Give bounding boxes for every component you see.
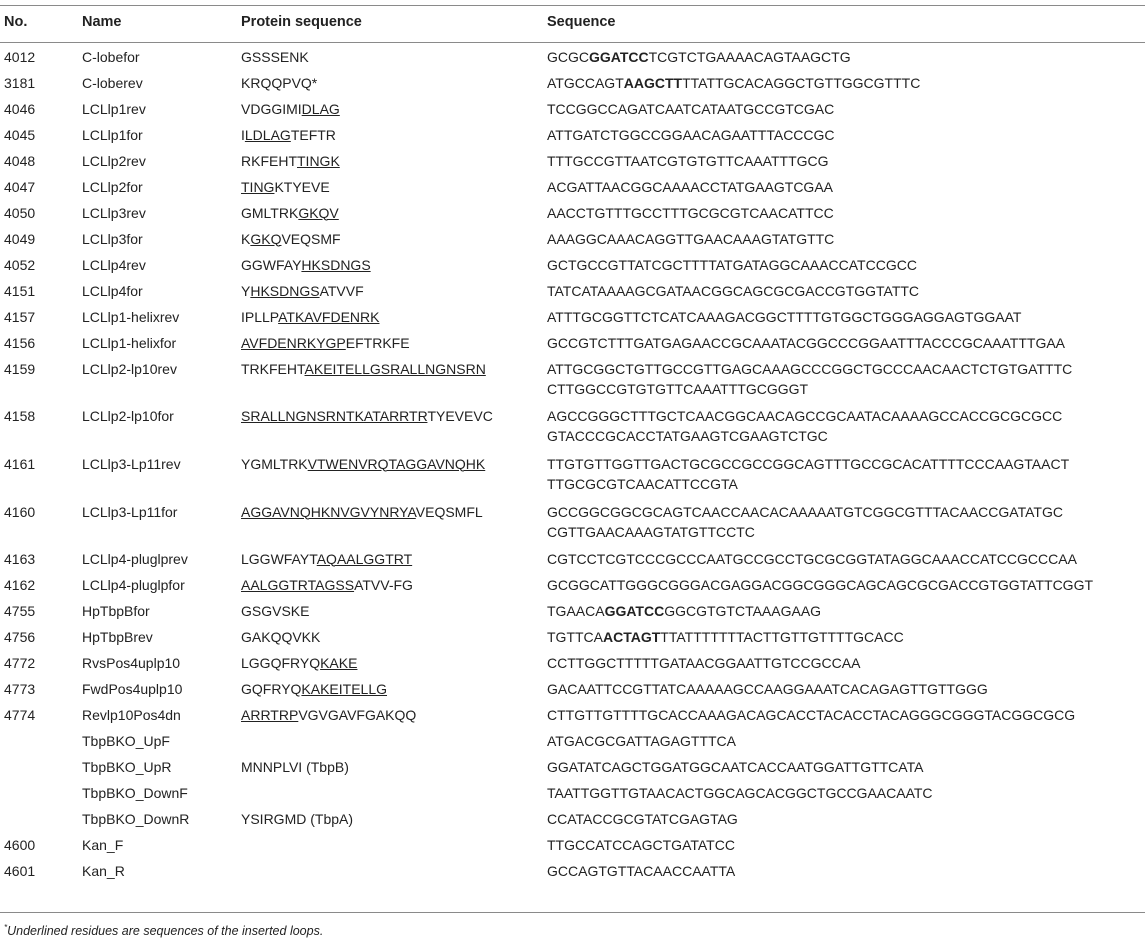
underlined-loop-residues: AVFDENRKYGP — [241, 334, 346, 351]
sequence-line — [547, 655, 860, 672]
protein-residues: GAKQQVKK — [241, 628, 321, 645]
underlined-loop-residues: AQAALGGTRT — [316, 550, 413, 567]
protein-residues: LGGWFAYT — [241, 550, 317, 567]
cell-no: 4773 — [4, 680, 36, 697]
nucleotides: AAAGGCAAACAGGTTGAACAAAGTATGTTC — [547, 230, 835, 247]
sequence-line — [547, 524, 1063, 541]
cell-nucleotide-sequence — [547, 577, 1093, 594]
nucleotides: TCGTCTGAAAACAGTAAGCTG — [648, 48, 851, 65]
cell-no: 4160 — [4, 503, 36, 520]
cell-nucleotide-sequence — [547, 408, 1062, 445]
underlined-loop-residues: KAKE — [320, 654, 358, 671]
cell-no: 4163 — [4, 550, 36, 567]
protein-residues: TYEVEVC — [427, 407, 493, 424]
cell-no: 4162 — [4, 576, 36, 593]
cell-protein-sequence — [241, 335, 410, 352]
cell-name: LCLlp3-Lp11for — [82, 503, 178, 520]
protein-residues: ATVV-FG — [354, 576, 413, 593]
cell-no: 4159 — [4, 360, 36, 377]
cell-no: 4050 — [4, 204, 36, 221]
sequence-line — [547, 309, 1021, 326]
cell-name: C-lobefor — [82, 48, 140, 65]
cell-name: LCLlp4-pluglpfor — [82, 576, 185, 593]
protein-residues: YGMLTRK — [241, 455, 308, 472]
nucleotides: CGTTGAACAAAGTATGTTCCTC — [547, 523, 755, 540]
nucleotides: TTTGCCGTTAATCGTGTGTTCAAATTTGCG — [547, 152, 829, 169]
nucleotides: TATCATAAAAGCGATAACGGCAGCGCGACCGTGGTATTC — [547, 282, 920, 299]
header-rule — [0, 42, 1145, 43]
footnote-text: Underlined residues are sequences of the inserted loops. — [7, 924, 324, 939]
cell-protein-sequence — [241, 257, 371, 274]
sequence-line — [547, 837, 735, 854]
cell-name: HpTbpBfor — [82, 602, 150, 619]
cell-nucleotide-sequence — [547, 257, 917, 274]
cell-nucleotide-sequence — [547, 49, 851, 66]
protein-residues: IPLLP — [241, 308, 279, 325]
cell-nucleotide-sequence — [547, 153, 829, 170]
underlined-loop-residues: AALGGTRTAGSS — [241, 576, 355, 593]
protein-residues: GSGVSKE — [241, 602, 310, 619]
cell-nucleotide-sequence — [547, 361, 1072, 398]
nucleotides: GCTGCCGTTATCGCTTTTATGATAGGCAAACCATCCGCC — [547, 256, 917, 273]
nucleotides: ATGACGCGATTAGAGTTTCA — [547, 732, 736, 749]
cell-nucleotide-sequence — [547, 759, 923, 776]
cell-protein-sequence — [241, 231, 341, 248]
cell-name: RvsPos4uplp10 — [82, 654, 181, 671]
cell-name: LCLlp1rev — [82, 100, 146, 117]
cell-protein-sequence — [241, 629, 320, 646]
nucleotides: TGAACA — [547, 602, 605, 619]
protein-residues: EFTRKFE — [345, 334, 410, 351]
cell-no: 4772 — [4, 654, 36, 671]
cell-nucleotide-sequence — [547, 283, 919, 300]
cell-protein-sequence — [241, 759, 349, 776]
cell-protein-sequence — [241, 811, 353, 828]
sequence-line — [547, 127, 835, 144]
cell-name: LCLlp4rev — [82, 256, 146, 273]
underlined-loop-residues: GKQ — [250, 230, 282, 247]
nucleotides: GCCGTCTTTGATGAGAACCGCAAATACGGCCCGGAATTTACCCGCAAATTTGAA — [547, 334, 1066, 351]
nucleotides: ATTGATCTGGCCGGAACAGAATTTACCCGC — [547, 126, 835, 143]
cell-name: LCLlp1-helixrev — [82, 308, 180, 325]
cell-name: LCLlp3-Lp11rev — [82, 455, 181, 472]
protein-residues: YSIRGMD (TbpA) — [241, 810, 354, 827]
cell-no: 4049 — [4, 230, 36, 247]
cell-name: LCLlp3rev — [82, 204, 146, 221]
cell-protein-sequence — [241, 577, 413, 594]
cell-protein-sequence — [241, 153, 340, 170]
underlined-loop-residues: GKQV — [298, 204, 339, 221]
nucleotides: TTGCGCGTCAACATTCCGTA — [547, 475, 738, 492]
nucleotides: ACGATTAACGGCAAAACCTATGAAGTCGAA — [547, 178, 833, 195]
restriction-site: ACTAGT — [603, 628, 661, 645]
nucleotides: GACAATTCCGTTATCAAAAAGCCAAGGAAATCACAGAGTTGTTGGG — [547, 680, 988, 697]
sequence-line — [547, 863, 735, 880]
cell-protein-sequence — [241, 49, 309, 66]
cell-nucleotide-sequence — [547, 785, 933, 802]
cell-nucleotide-sequence — [547, 603, 821, 620]
underlined-loop-residues: TINGK — [297, 152, 340, 169]
cell-nucleotide-sequence — [547, 504, 1063, 541]
protein-residues: GQFRYQ — [241, 680, 302, 697]
sequence-line — [547, 456, 1069, 473]
cell-nucleotide-sequence — [547, 75, 920, 92]
footnote-marker: * — [4, 923, 8, 932]
sequence-line — [547, 504, 1063, 521]
underlined-loop-residues: DLAG — [301, 100, 340, 117]
nucleotides: GTACCCGCACCTATGAAGTCGAAGTCTGC — [547, 427, 828, 444]
sequence-line — [547, 476, 1069, 493]
cell-nucleotide-sequence — [547, 863, 735, 880]
nucleotides: GCGC — [547, 48, 589, 65]
nucleotides: GCCGGCGGCGCAGTCAACCAACACAAAAATGTCGGCGTTTACAACCGATATGC — [547, 503, 1063, 520]
cell-protein-sequence — [241, 127, 336, 144]
cell-no: 4045 — [4, 126, 36, 143]
underlined-loop-residues: HKSDNGS — [301, 256, 371, 273]
sequence-line — [547, 361, 1072, 378]
cell-name: FwdPos4uplp10 — [82, 680, 183, 697]
protein-residues: VDGGIMI — [241, 100, 302, 117]
nucleotides: CCATACCGCGTATCGAGTAG — [547, 810, 738, 827]
protein-residues: TEFTR — [290, 126, 336, 143]
sequence-line — [547, 335, 1065, 352]
protein-residues: LGGQFRYQ — [241, 654, 321, 671]
nucleotides: ATTGCGGCTGTTGCCGTTGAGCAAAGCCCGGCTGCCCAACAACTCTGTGATTTC — [547, 360, 1073, 377]
cell-nucleotide-sequence — [547, 127, 835, 144]
sequence-line — [547, 408, 1062, 425]
cell-protein-sequence — [241, 504, 483, 521]
sequence-line — [547, 205, 834, 222]
header-protein: Protein sequence — [241, 14, 362, 30]
cell-nucleotide-sequence — [547, 551, 1077, 568]
sequence-line — [547, 603, 821, 620]
cell-no: 4157 — [4, 308, 36, 325]
cell-protein-sequence — [241, 309, 380, 326]
cell-protein-sequence — [241, 283, 364, 300]
cell-no: 4774 — [4, 706, 36, 723]
cell-protein-sequence — [241, 603, 309, 620]
nucleotides: ATGCCAGT — [547, 74, 624, 91]
protein-residues: GSSSENK — [241, 48, 309, 65]
restriction-site: AAGCTT — [623, 74, 683, 91]
protein-residues: Y — [241, 282, 251, 299]
protein-residues: I — [241, 126, 245, 143]
cell-no: 4161 — [4, 455, 36, 472]
nucleotides: TTATTTTTTTACTTGTTGTTTTGCACC — [660, 628, 904, 645]
nucleotides: TCCGGCCAGATCAATCATAATGCCGTCGAC — [547, 100, 835, 117]
nucleotides: TTGTGTTGGTTGACTGCGCCGCCGGCAGTTTGCCGCACATTTTCCCAAGTAACT — [547, 455, 1070, 472]
sequence-line — [547, 179, 833, 196]
cell-nucleotide-sequence — [547, 179, 833, 196]
header-name: Name — [82, 14, 122, 30]
sequence-line — [547, 283, 919, 300]
nucleotides: GCGGCATTGGGCGGGACGAGGACGGCGGGCAGCAGCGCGACCGTGGTATTCGGT — [547, 576, 1094, 593]
cell-name: LCLlp4-pluglprev — [82, 550, 188, 567]
sequence-line — [547, 785, 933, 802]
protein-residues: VEQSMF — [281, 230, 341, 247]
nucleotides: TGTTCA — [547, 628, 603, 645]
cell-nucleotide-sequence — [547, 681, 988, 698]
cell-no: 4601 — [4, 862, 36, 879]
cell-protein-sequence — [241, 655, 357, 672]
underlined-loop-residues: AGGAVNQHKNVGVYNRYA — [241, 503, 416, 520]
sequence-line — [547, 75, 920, 92]
sequence-line — [547, 733, 736, 750]
table-top-rule — [0, 5, 1145, 6]
protein-residues: ATVVF — [319, 282, 364, 299]
cell-protein-sequence — [241, 707, 416, 724]
cell-protein-sequence — [241, 205, 339, 222]
cell-no: 4755 — [4, 602, 36, 619]
protein-residues: VGVGAVFGAKQQ — [298, 706, 417, 723]
underlined-loop-residues: LDLAG — [244, 126, 291, 143]
sequence-line — [547, 707, 1075, 724]
cell-nucleotide-sequence — [547, 101, 834, 118]
cell-no: 4012 — [4, 48, 36, 65]
underlined-loop-residues: HKSDNGS — [250, 282, 320, 299]
cell-name: LCLlp1for — [82, 126, 143, 143]
cell-no: 4047 — [4, 178, 36, 195]
cell-name: LCLlp2-lp10rev — [82, 360, 177, 377]
nucleotides: TTGCCATCCAGCTGATATCC — [547, 836, 735, 853]
nucleotides: GGCGTGTCTAAAGAAG — [664, 602, 822, 619]
cell-nucleotide-sequence — [547, 205, 834, 222]
cell-name: TbpBKO_DownF — [82, 784, 188, 801]
sequence-line — [547, 551, 1077, 568]
cell-no: 4151 — [4, 282, 36, 299]
underlined-loop-residues: ATKAVFDENRK — [278, 308, 380, 325]
cell-name: LCLlp1-helixfor — [82, 334, 177, 351]
cell-nucleotide-sequence — [547, 655, 860, 672]
cell-name: HpTbpBrev — [82, 628, 153, 645]
underlined-loop-residues: AKEITELLGSRALLNGNSRN — [304, 360, 486, 377]
cell-no: 4052 — [4, 256, 36, 273]
table-bottom-rule — [0, 912, 1145, 913]
cell-name: Kan_R — [82, 862, 125, 879]
nucleotides: CTTGGCCGTGTGTTCAAATTTGCGGGT — [547, 380, 809, 397]
cell-protein-sequence — [241, 408, 493, 425]
cell-no: 4156 — [4, 334, 36, 351]
cell-name: TbpBKO_DownR — [82, 810, 190, 827]
cell-name: LCLlp4for — [82, 282, 143, 299]
cell-name: Revlp10Pos4dn — [82, 706, 181, 723]
protein-residues: K — [241, 230, 251, 247]
cell-name: LCLlp2-lp10for — [82, 407, 174, 424]
cell-nucleotide-sequence — [547, 733, 736, 750]
underlined-loop-residues: TING — [241, 178, 275, 195]
cell-protein-sequence — [241, 179, 330, 196]
sequence-line — [547, 577, 1093, 594]
restriction-site: GGATCC — [604, 602, 665, 619]
cell-nucleotide-sequence — [547, 456, 1069, 493]
cell-name: Kan_F — [82, 836, 124, 853]
restriction-site: GGATCC — [589, 48, 649, 65]
cell-name: C-loberev — [82, 74, 143, 91]
cell-protein-sequence — [241, 681, 387, 698]
cell-name: LCLlp2for — [82, 178, 143, 195]
nucleotides: AGCCGGGCTTTGCTCAACGGCAACAGCCGCAATACAAAAGCCACCGCGCGCC — [547, 407, 1063, 424]
sequence-line — [547, 428, 1062, 445]
protein-residues: MNNPLVI (TbpB) — [241, 758, 349, 775]
underlined-loop-residues: SRALLNGNSRNTKATARRTR — [241, 407, 428, 424]
cell-no: 4756 — [4, 628, 36, 645]
nucleotides: TTATTGCACAGGCTGTTGGCGTTTC — [682, 74, 921, 91]
sequence-line — [547, 153, 829, 170]
protein-residues: KRQQPVQ* — [241, 74, 318, 91]
nucleotides: AACCTGTTTGCCTTTGCGCGTCAACATTCC — [547, 204, 834, 221]
protein-residues: KTYEVE — [274, 178, 330, 195]
nucleotides: GCCAGTGTTACAACCAATTA — [547, 862, 736, 879]
protein-residues: RKFEHT — [241, 152, 297, 169]
header-sequence: Sequence — [547, 14, 616, 30]
protein-residues: GGWFAY — [241, 256, 302, 273]
cell-nucleotide-sequence — [547, 707, 1075, 724]
table-footnote — [4, 923, 323, 938]
cell-name: TbpBKO_UpR — [82, 758, 172, 775]
sequence-line — [547, 811, 738, 828]
nucleotides: CTTGTTGTTTTGCACCAAAGACAGCACCTACACCTACAGGGCGGGTACGGCGCG — [547, 706, 1076, 723]
cell-name: LCLlp3for — [82, 230, 143, 247]
protein-residues: GMLTRK — [241, 204, 299, 221]
underlined-loop-residues: KAKEITELLG — [301, 680, 388, 697]
cell-name: TbpBKO_UpF — [82, 732, 170, 749]
nucleotides: ATTTGCGGTTCTCATCAAAGACGGCTTTTGTGGCTGGGAGGAGTGGAAT — [547, 308, 1022, 325]
sequence-line — [547, 629, 904, 646]
cell-protein-sequence — [241, 101, 340, 118]
cell-no: 4158 — [4, 407, 36, 424]
sequence-line — [547, 49, 851, 66]
cell-nucleotide-sequence — [547, 811, 738, 828]
cell-nucleotide-sequence — [547, 837, 735, 854]
cell-nucleotide-sequence — [547, 309, 1021, 326]
sequence-line — [547, 257, 917, 274]
sequence-line — [547, 231, 834, 248]
cell-no: 3181 — [4, 74, 36, 91]
cell-protein-sequence — [241, 75, 317, 92]
sequence-line — [547, 381, 1072, 398]
protein-residues: TRKFEHT — [241, 360, 305, 377]
underlined-loop-residues: VTWENVRQTAGGAVNQHK — [307, 455, 486, 472]
nucleotides: GGATATCAGCTGGATGGCAATCACCAATGGATTGTTCATA — [547, 758, 924, 775]
sequence-line — [547, 101, 834, 118]
cell-nucleotide-sequence — [547, 335, 1065, 352]
cell-protein-sequence — [241, 361, 486, 378]
cell-no: 4600 — [4, 836, 36, 853]
cell-no: 4048 — [4, 152, 36, 169]
underlined-loop-residues: ARRTRP — [241, 706, 299, 723]
nucleotides: TAATTGGTTGTAACACTGGCAGCACGGCTGCCGAACAATC — [547, 784, 933, 801]
cell-protein-sequence — [241, 456, 485, 473]
protein-residues: VEQSMFL — [415, 503, 483, 520]
cell-nucleotide-sequence — [547, 629, 904, 646]
header-no: No. — [4, 14, 28, 30]
sequence-line — [547, 681, 988, 698]
nucleotides: CGTCCTCGTCCCGCCCAATGCCGCCTGCGCGGTATAGGCAAACCATCCGCCCAA — [547, 550, 1077, 567]
sequence-line — [547, 759, 923, 776]
cell-name: LCLlp2rev — [82, 152, 146, 169]
cell-protein-sequence — [241, 551, 412, 568]
cell-nucleotide-sequence — [547, 231, 834, 248]
cell-no: 4046 — [4, 100, 36, 117]
nucleotides: CCTTGGCTTTTTGATAACGGAATTGTCCGCCAA — [547, 654, 861, 671]
